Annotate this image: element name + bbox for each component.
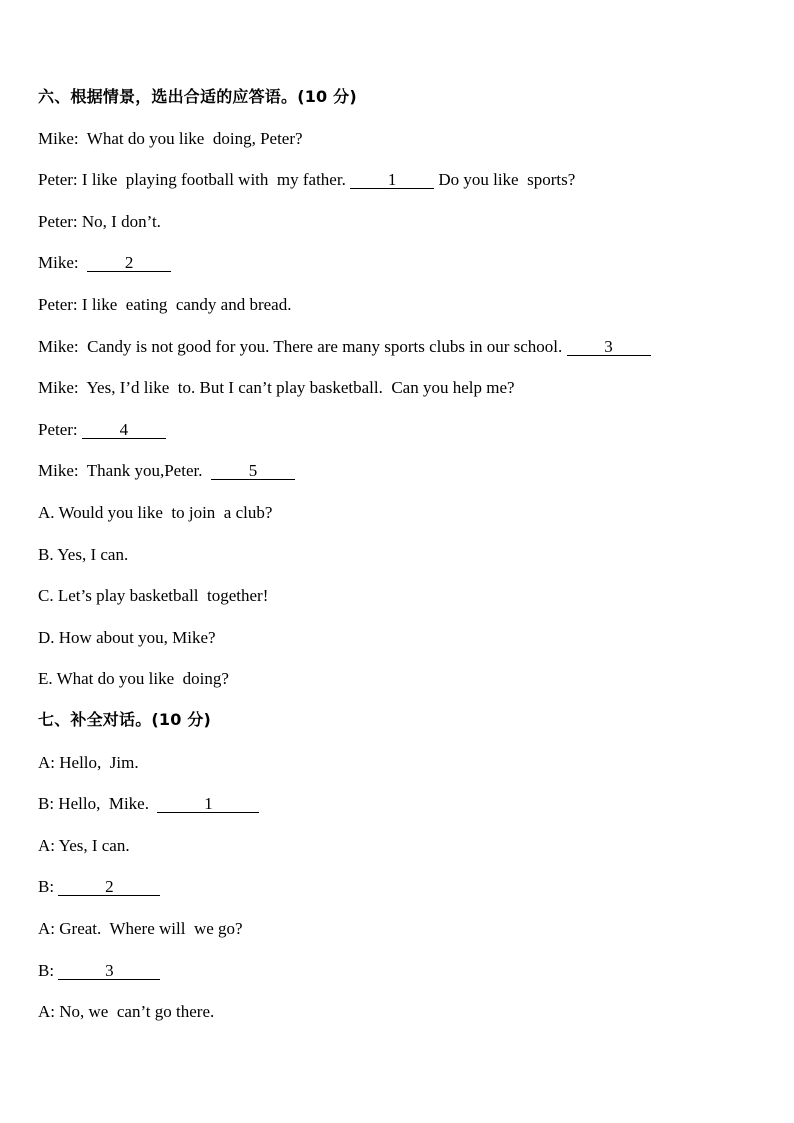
dialogue-line-7: Mike: Yes, I’d like to. But I can’t play basketball. Can you help me? (38, 378, 515, 397)
dialogue-text: Peter: I like playing football with my father. (38, 170, 351, 189)
dialogue2-line-4 (38, 877, 160, 897)
dialogue2-line-5: A: Great. Where will we go? (38, 919, 243, 938)
answer-blank-5[interactable]: 5 (211, 462, 295, 480)
dialogue2-line-7: A: No, we can’t go there. (38, 1002, 215, 1021)
dialogue-text: B: (38, 961, 59, 980)
dialogue-line-8 (38, 420, 166, 440)
dialogue-line-9 (38, 461, 295, 481)
answer-blank-1[interactable]: 1 (350, 171, 434, 189)
dialogue-line-6 (38, 337, 651, 357)
dialogue2-line-2 (38, 794, 259, 814)
dialogue-text: Mike: (38, 253, 88, 272)
dialogue-line-4 (38, 253, 171, 273)
answer-blank-3[interactable]: 3 (567, 338, 651, 356)
dialogue2-line-3: A: Yes, I can. (38, 836, 130, 855)
section-7-title: 七、补全对话。(10 分) (38, 710, 212, 729)
answer-blank-4[interactable]: 4 (82, 421, 166, 439)
dialogue-text: B: (38, 877, 59, 896)
dialogue2-line-6 (38, 961, 160, 981)
option-d: D. How about you, Mike? (38, 628, 216, 647)
answer-blank-1[interactable]: 1 (157, 795, 259, 813)
option-e: E. What do you like doing? (38, 669, 229, 688)
dialogue-text: Mike: Thank you,Peter. (38, 461, 211, 480)
answer-blank-3[interactable]: 3 (58, 962, 160, 980)
dialogue-text: B: Hello, Mike. (38, 794, 158, 813)
option-b: B. Yes, I can. (38, 545, 129, 564)
answer-blank-2[interactable]: 2 (87, 254, 171, 272)
dialogue-text: Mike: Candy is not good for you. There are many sports clubs in our school. (38, 337, 567, 356)
dialogue-line-2 (38, 170, 575, 190)
dialogue-line-5: Peter: I like eating candy and bread. (38, 295, 292, 314)
dialogue-text-after: Do you like sports? (434, 170, 576, 189)
dialogue-text: Peter: (38, 420, 82, 439)
dialogue2-line-1: A: Hello, Jim. (38, 753, 139, 772)
option-a: A. Would you like to join a club? (38, 503, 273, 522)
dialogue-line-3: Peter: No, I don’t. (38, 212, 161, 231)
answer-blank-2[interactable]: 2 (58, 878, 160, 896)
dialogue-line-1: Mike: What do you like doing, Peter? (38, 129, 303, 148)
section-6-title: 六、根据情景，选出合适的应答语。(10 分) (38, 87, 357, 106)
option-c: C. Let’s play basketball together! (38, 586, 269, 605)
